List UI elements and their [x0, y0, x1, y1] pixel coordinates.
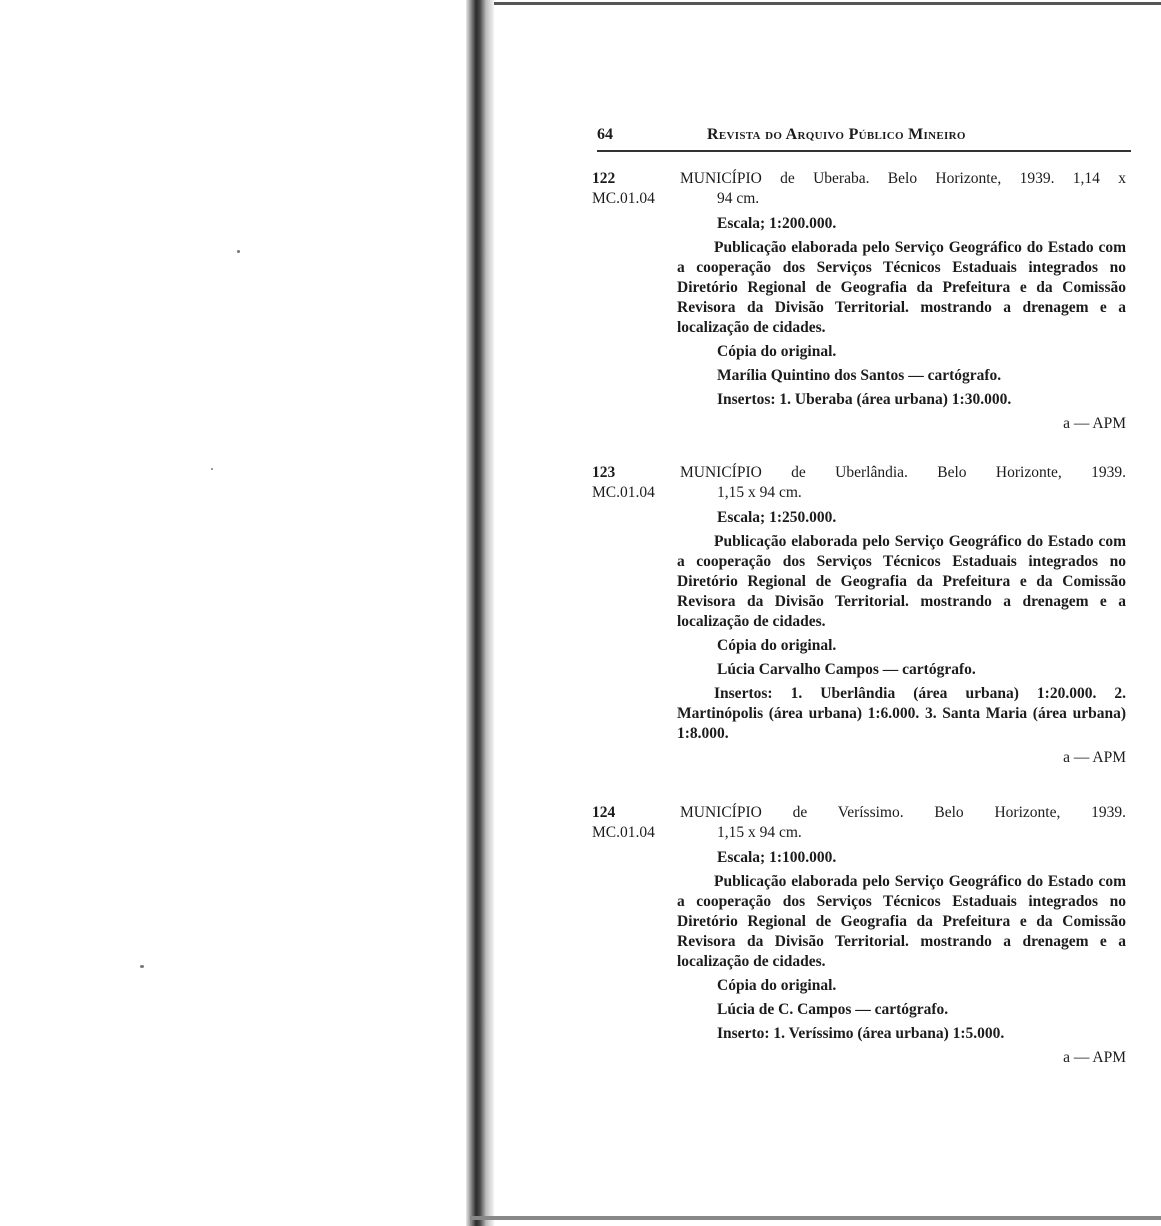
- entry-description: Publicação elaborada pelo Serviço Geográfico do Estado com a cooperação dos Serviços Técnicos Estaduais integrados no Diretório Regional de Geografia da Prefeitura e da Comissão Revisora da Divisão Territorial. mostrando a drenagem e a localização de cidades.: [677, 533, 1126, 630]
- entry-location: a — APM: [1063, 1049, 1126, 1066]
- entry-location: a — APM: [1063, 749, 1126, 766]
- book-gutter: [466, 0, 494, 1226]
- entry-inserts: Insertos: 1. Uberlândia (área urbana) 1:20.000. 2. Martinópolis (área urbana) 1:6.000. 3. Santa Maria (área urbana) 1:8.000.: [677, 685, 1126, 742]
- entry-description: Publicação elaborada pelo Serviço Geográfico do Estado com a cooperação dos Serviços Técnicos Estaduais integrados no Diretório Regional de Geografia da Prefeitura e da Comissão Revisora da Divisão Territorial. mostrando a drenagem e a localização de cidades.: [677, 239, 1126, 336]
- entry-copy: Cópia do original.: [717, 343, 837, 360]
- entry-code: MC.01.04: [592, 190, 655, 207]
- entry-title-cont: 1,15 x 94 cm.: [717, 824, 802, 841]
- entry-scale: Escala; 1:250.000.: [717, 509, 837, 526]
- entry-number: 122: [592, 170, 616, 187]
- page-number: 64: [597, 126, 613, 143]
- entry-number: 123: [592, 464, 616, 481]
- entry-location: a — APM: [1063, 415, 1126, 432]
- entry-code: MC.01.04: [592, 484, 655, 501]
- entry-body: [677, 463, 1126, 768]
- page-bottom-edge: [470, 1216, 1161, 1220]
- entry-body: [677, 803, 1126, 1068]
- entry-inserts: Inserto: 1. Veríssimo (área urbana) 1:5.000.: [717, 1025, 1005, 1042]
- entry-title-cont: 94 cm.: [717, 190, 760, 207]
- entry-author: Lúcia de C. Campos — cartógrafo.: [717, 1001, 949, 1018]
- journal-title: Revista do Arquivo Público Mineiro: [707, 126, 966, 143]
- entry-title: MUNICÍPIO de Veríssimo. Belo Horizonte, 1939.: [680, 804, 1126, 821]
- entry-scale: Escala; 1:100.000.: [717, 849, 837, 866]
- entry-author: Marília Quintino dos Santos — cartógrafo.: [717, 367, 1002, 384]
- paper-speck: [140, 965, 144, 968]
- paper-speck: [211, 468, 213, 470]
- header-rule: [597, 150, 1131, 152]
- entry-inserts: Insertos: 1. Uberaba (área urbana) 1:30.000.: [717, 391, 1012, 408]
- entry-title: MUNICÍPIO de Uberlândia. Belo Horizonte, 1939.: [680, 464, 1126, 481]
- page-top-edge: [494, 2, 1161, 5]
- entry-description: Publicação elaborada pelo Serviço Geográfico do Estado com a cooperação dos Serviços Técnicos Estaduais integrados no Diretório Regional de Geografia da Prefeitura e da Comissão Revisora da Divisão Territorial. mostrando a drenagem e a localização de cidades.: [677, 873, 1126, 970]
- entry-copy: Cópia do original.: [717, 637, 837, 654]
- entry-title: MUNICÍPIO de Uberaba. Belo Horizonte, 1939. 1,14 x: [680, 170, 1126, 187]
- entry-title-cont: 1,15 x 94 cm.: [717, 484, 802, 501]
- entry-author: Lúcia Carvalho Campos — cartógrafo.: [717, 661, 976, 678]
- entry-body: [677, 169, 1126, 434]
- entry-scale: Escala; 1:200.000.: [717, 215, 837, 232]
- entry-number: 124: [592, 804, 616, 821]
- entry-copy: Cópia do original.: [717, 977, 837, 994]
- paper-speck: [237, 250, 240, 253]
- entry-code: MC.01.04: [592, 824, 655, 841]
